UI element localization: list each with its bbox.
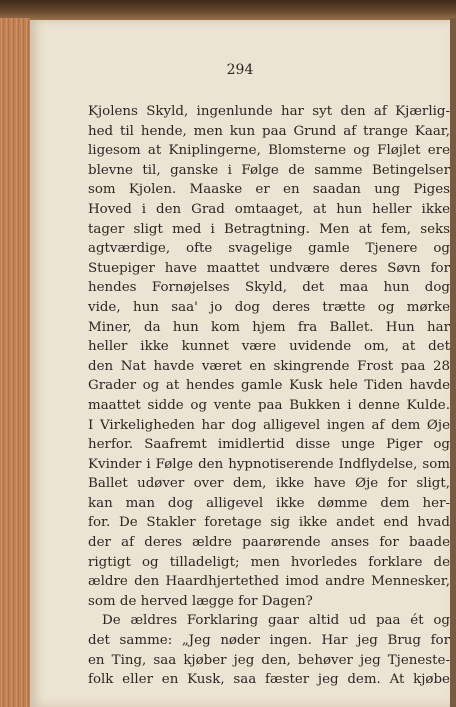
text-line: den Nat havde været en skingrende Frost paa 28	[88, 358, 450, 374]
text-line: maattet sidde og vente paa Bukken i denne Kulde.	[88, 397, 450, 413]
text-line: Hoved i den Grad omtaaget, at hun heller ikke	[88, 201, 450, 217]
text-line: tager sligt med i Betragtning. Men at fem, seks	[88, 221, 450, 237]
text-line: Kjolens Skyld, ingenlunde har syt den af Kjærlig-	[88, 104, 450, 119]
text-line: som de herved lægge for Dagen?	[88, 593, 313, 609]
text-line: Grader og at hendes gamle Kusk hele Tiden havde	[88, 378, 450, 394]
text-line: det samme: „Jeg nøder ingen. Har jeg Brug for	[88, 633, 450, 649]
book-top-edge	[0, 0, 456, 22]
text-line: Kvinder i Følge den hypnotiserende Indflydelse, som	[88, 456, 450, 472]
text-line: heller ikke kunnet være uvidende om, at det	[88, 339, 450, 355]
text-line: ligesom at Kniplingerne, Blomsterne og Fløjlet ere	[88, 143, 450, 159]
text-line: en Ting, saa kjøber jeg den, behøver jeg Tjeneste-	[88, 652, 450, 668]
text-line: som Kjolen. Maaske er en saadan ung Piges	[88, 182, 450, 198]
text-line: agtværdige, ofte svagelige gamle Tjenere og	[88, 241, 450, 257]
page-stack-edge	[0, 18, 30, 707]
text-line: vide, hun saa' jo dog deres trætte og mørke	[88, 299, 450, 315]
text-line: blevne til, ganske i Følge de samme Betingelser	[88, 162, 450, 178]
text-line: ældre den Haardhjertethed imod andre Mennesker,	[88, 574, 450, 590]
page-number: 294	[226, 62, 254, 78]
text-line: De ældres Forklaring gaar altid ud paa ét og	[102, 613, 450, 629]
text-line: rigtigt og tilladeligt; men hvorledes forklare de	[88, 554, 450, 570]
body-text	[88, 102, 450, 690]
book-page	[30, 20, 450, 707]
text-line: Miner, da hun kom hjem fra Ballet. Hun har	[88, 319, 450, 335]
text-line: folk eller en Kusk, saa fæster jeg dem. At kjøbe	[88, 672, 450, 688]
text-line: for. De Stakler foretage sig ikke andet end hvad	[88, 515, 450, 531]
text-line: kan man dog alligevel ikke dømme dem her-	[88, 495, 450, 511]
text-line: Stuepiger have maattet undvære deres Søvn for	[88, 260, 450, 276]
text-line: Ballet udøver over dem, ikke have Øje for sligt,	[88, 476, 450, 492]
text-line: der af deres ældre paarørende anses for baade	[88, 535, 450, 551]
text-line: I Virkeligheden har dog alligevel ingen af dem Øje	[88, 417, 450, 433]
text-line: hed til hende, men kun paa Grund af trange Kaar,	[88, 123, 450, 139]
book-right-edge	[450, 18, 456, 707]
text-line: herfor. Saafremt imidlertid disse unge Piger og	[88, 437, 450, 453]
text-line: hendes Fornøjelses Skyld, det maa hun dog	[88, 280, 450, 296]
